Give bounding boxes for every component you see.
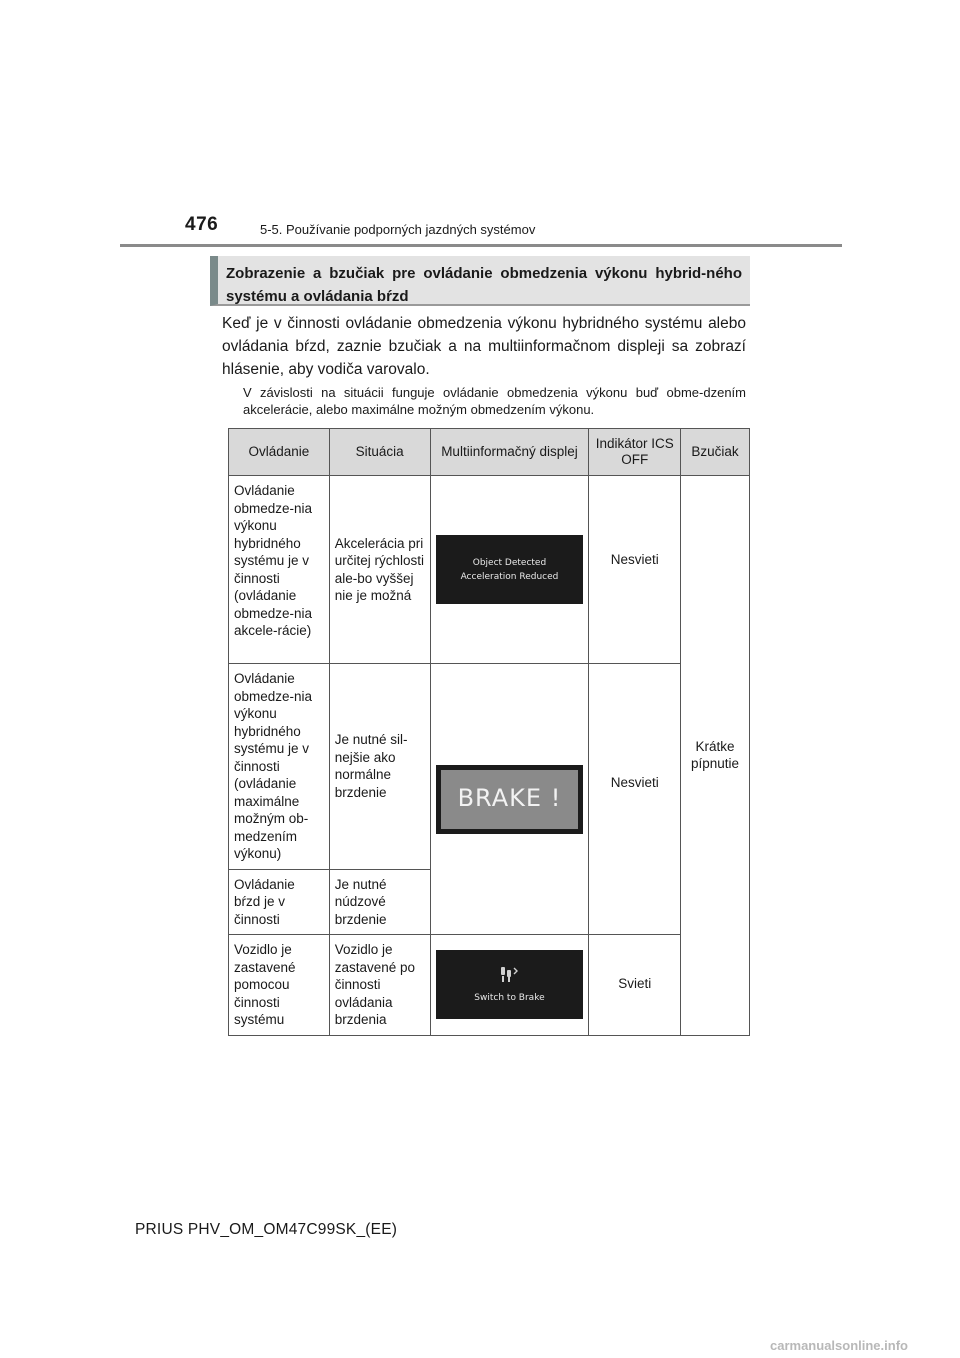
row3-control: Ovládanie bŕzd je v činnosti <box>229 869 330 935</box>
row3-situation: Je nutné núdzové brzdenie <box>329 869 430 935</box>
page-number: 476 <box>185 214 219 235</box>
row4-situation: Vozidlo je zastavené po činnosti ovládania brzdenia <box>329 935 430 1036</box>
header-rule <box>120 244 842 247</box>
section-heading: Zobrazenie a bzučiak pre ovládanie obmedzenia výkonu hybrid-ného systému a ovládania bŕzd <box>226 265 742 305</box>
table-row <box>229 476 750 664</box>
row1-indicator: Nesvieti <box>589 476 681 664</box>
row2-indicator: Nesvieti <box>589 664 681 935</box>
display-line-2: Acceleration Reduced <box>460 571 559 582</box>
body-paragraph: Keď je v činnosti ovládanie obmedzenia výkonu hybridného systému alebo ovládania bŕzd, zaznie bzučiak a na multiinformačnom displeji sa zobrazí hlásenie, aby vodiča varovalo. <box>222 315 746 378</box>
header-display: Multiinformačný displej <box>430 429 589 476</box>
row2-situation: Je nutné sil-nejšie ako normálne brzdenie <box>329 664 430 870</box>
row1-situation: Akcelerácia pri určitej rýchlosti ale-bo vyššej nie je možná <box>329 476 430 664</box>
switch-to-brake-text: Switch to Brake <box>474 992 545 1003</box>
table-row <box>229 664 750 870</box>
watermark: carmanualsonline.info <box>770 1338 908 1353</box>
row1-display-cell <box>430 476 589 664</box>
header-situation: Situácia <box>329 429 430 476</box>
section-title: 5-5. Používanie podporných jazdných systémov <box>260 222 536 237</box>
row2-control: Ovládanie obmedze-nia výkonu hybridného systému je v činnosti (ovládanie maximálne možným ob-medzením výkonu) <box>229 664 330 870</box>
switch-to-brake-display <box>436 950 583 1019</box>
object-detected-display <box>436 535 583 604</box>
brake-display-cell <box>430 664 589 935</box>
note-paragraph: V závislosti na situácii funguje ovládanie obmedzenia výkonu buď obme-dzením akcelerácie, alebo maximálne možným obmedzením výkonu. <box>243 385 746 417</box>
footer-code: PRIUS PHV_OM_OM47C99SK_(EE) <box>135 1221 398 1238</box>
brake-pedal-icon <box>498 965 520 983</box>
buzzer-cell: Krátke pípnutie <box>681 476 750 1036</box>
control-table <box>228 428 750 1036</box>
display-line-1: Object Detected <box>472 557 547 568</box>
table-header-row <box>229 429 750 476</box>
header-control: Ovládanie <box>229 429 330 476</box>
row4-indicator: Svieti <box>589 935 681 1036</box>
row1-control: Ovládanie obmedze-nia výkonu hybridného systému je v činnosti (ovládanie obmedze-nia akcele-rácie) <box>229 476 330 664</box>
header-buzzer: Bzučiak <box>681 429 750 476</box>
table-row <box>229 935 750 1036</box>
header-indicator: Indikátor ICS OFF <box>589 429 681 476</box>
section-heading-box <box>210 256 750 306</box>
row4-display-cell <box>430 935 589 1036</box>
brake-text: BRAKE ! <box>441 770 578 829</box>
row4-control: Vozidlo je zastavené pomocou činnosti systému <box>229 935 330 1036</box>
brake-display <box>436 765 583 834</box>
